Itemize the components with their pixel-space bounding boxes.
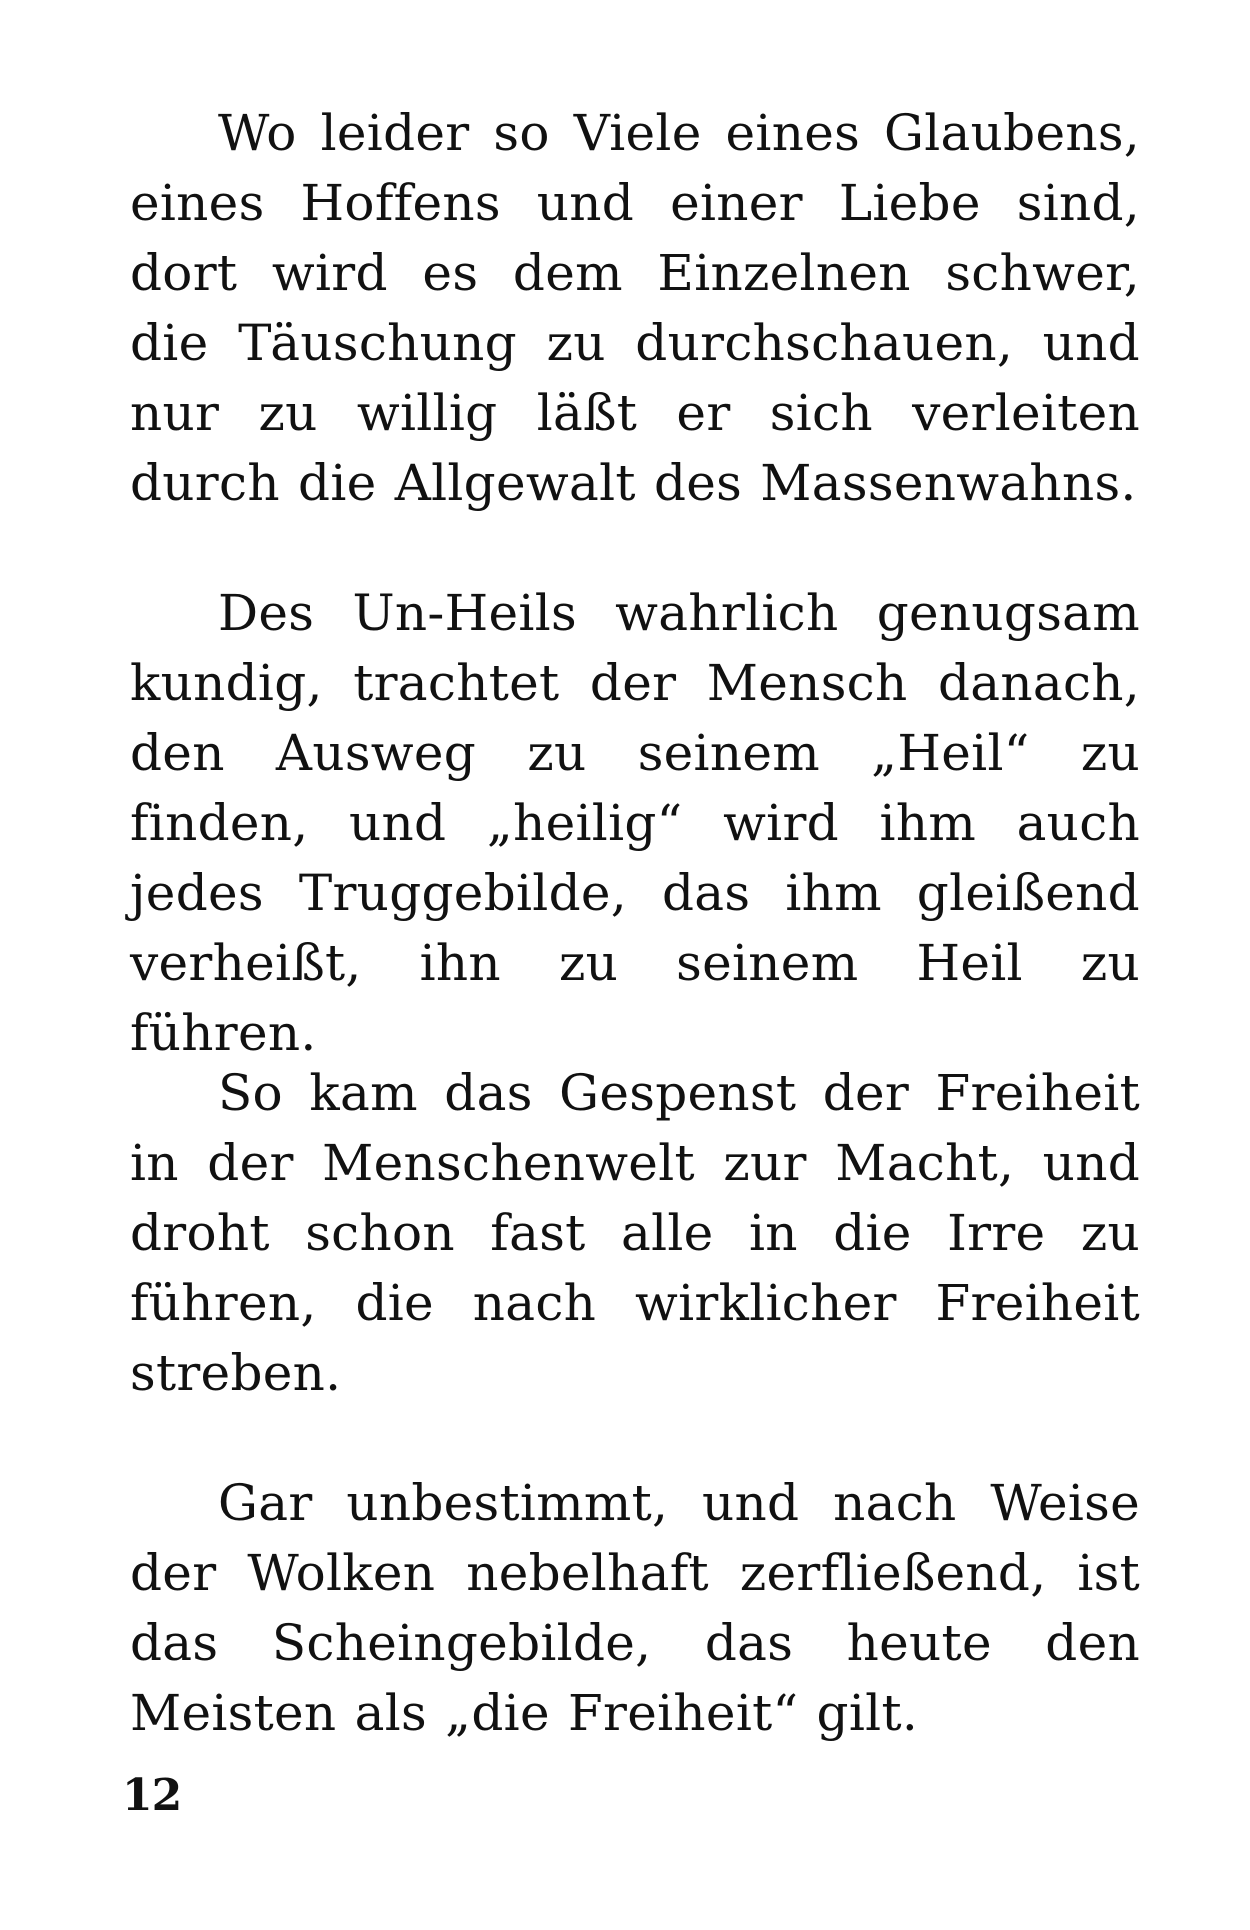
paragraph-1: Wo leider so Viele eines Glaubens, eines Hoffens und einer Liebe sind, dort wird es dem Einzelnen schwer, die Täuschung zu durchschauen, und nur zu willig läßt er sich verleiten durch die Allgewalt des Massenwahns.: [130, 104, 1140, 512]
paragraph-3: So kam das Gespenst der Freiheit in der Menschenwelt zur Macht, und droht schon fast alle in die Irre zu führen, die nach wirklicher Freiheit streben.: [130, 1064, 1140, 1402]
paragraph-4: Gar unbestimmt, und nach Weise der Wolken nebelhaft zerfließend, ist das Scheingebilde, das heute den Meisten als „die Freiheit“ gilt.: [130, 1474, 1140, 1742]
page-number: 12: [122, 1770, 182, 1821]
paragraph-2: Des Un-Heils wahrlich genugsam kundig, trachtet der Mensch danach, den Ausweg zu seinem „Heil“ zu finden, und „heilig“ wird ihm auch jedes Truggebilde, das ihm gleißend verheißt, ihn zu seinem Heil zu führen.: [130, 584, 1140, 1062]
